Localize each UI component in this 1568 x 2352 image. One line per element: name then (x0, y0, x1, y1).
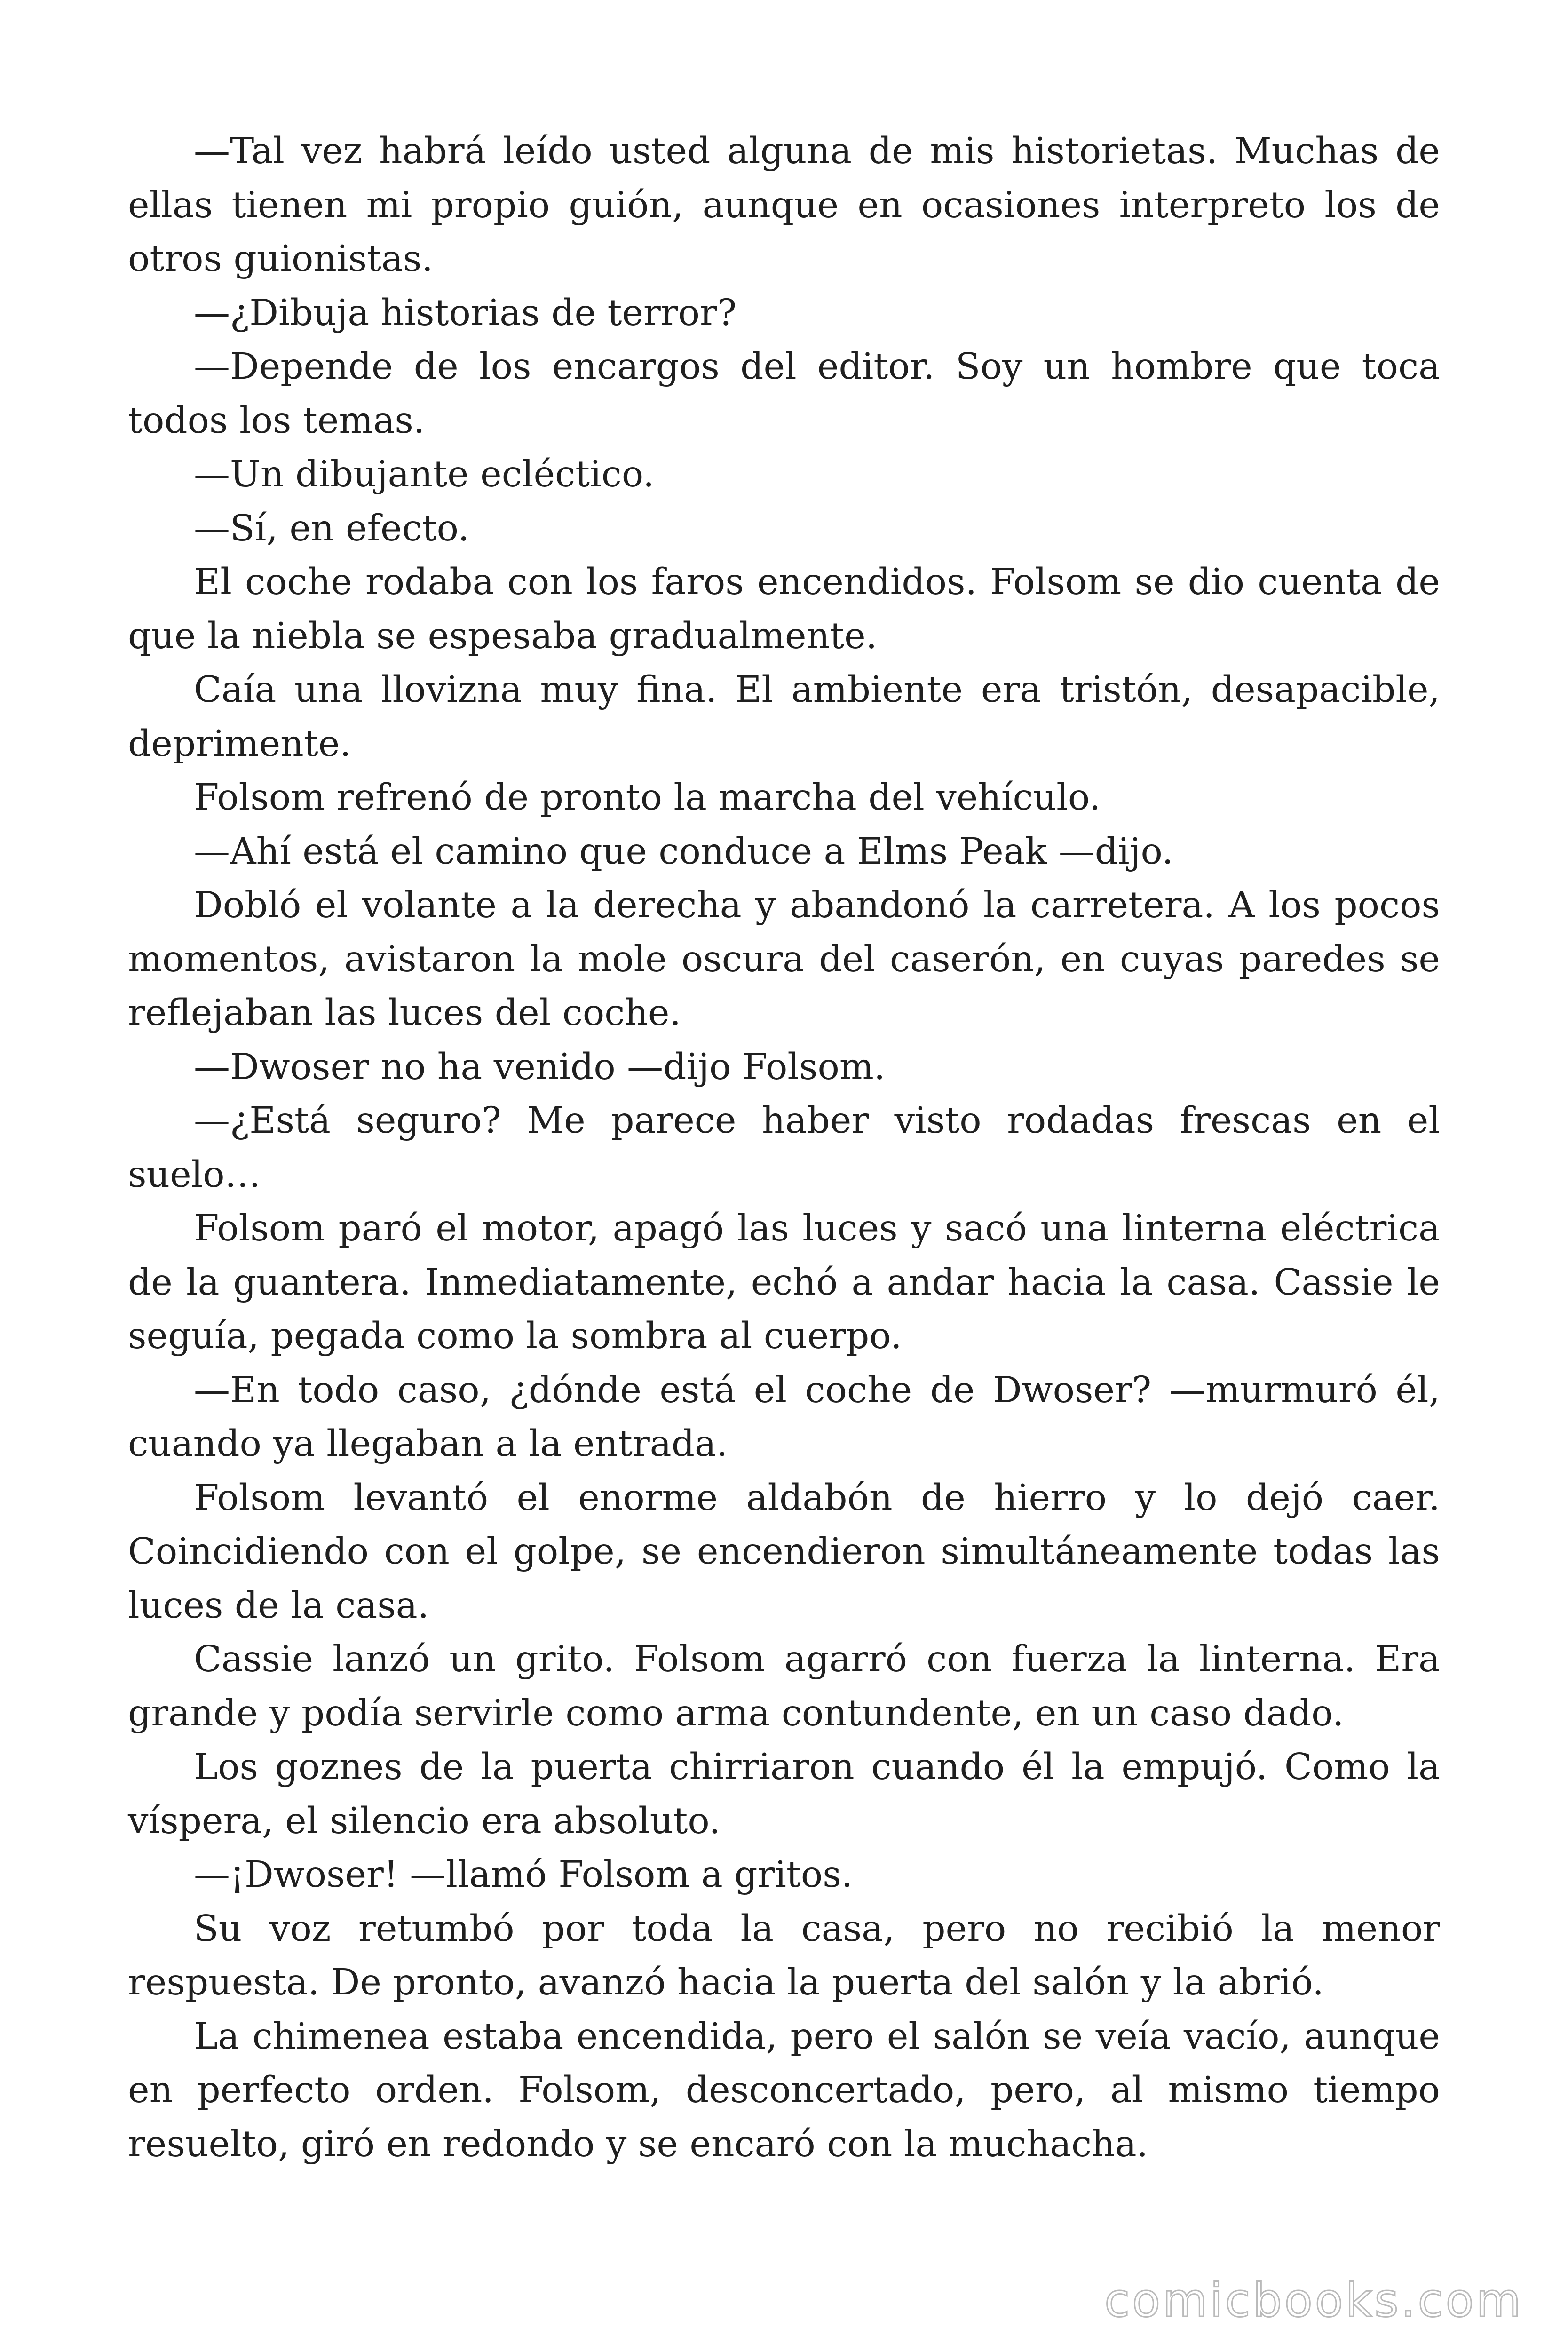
paragraph: —¡Dwoser! —llamó Folsom a gritos. (194, 1854, 853, 1896)
paragraph: —Tal vez habrá leído usted alguna de mis historietas. Muchas de ellas tienen mi propio guión, aunque en ocasiones interpreto los de otros guionistas. (128, 130, 1440, 280)
paragraph: —¿Dibuja historias de terror? (194, 292, 737, 334)
paragraph: Caía una llovizna muy fina. El ambiente era tristón, desapacible, deprimente. (128, 669, 1440, 765)
paragraph: —En todo caso, ¿dónde está el coche de Dwoser? —murmuró él, cuando ya llegaban a la entrada. (128, 1369, 1440, 1465)
paragraph: —Dwoser no ha venido —dijo Folsom. (194, 1046, 886, 1088)
paragraph: —Sí, en efecto. (194, 507, 470, 549)
paragraph: Dobló el volante a la derecha y abandonó la carretera. A los pocos momentos, avistaron la mole oscura del caserón, en cuyas paredes se reflejaban las luces del coche. (128, 884, 1440, 1034)
paragraph: El coche rodaba con los faros encendidos. Folsom se dio cuenta de que la niebla se espesaba gradualmente. (128, 561, 1440, 657)
paragraph: Cassie lanzó un grito. Folsom agarró con fuerza la linterna. Era grande y podía servirle como arma contundente, en un caso dado. (128, 1638, 1440, 1734)
paragraph: Los goznes de la puerta chirriaron cuando él la empujó. Como la víspera, el silencio era absoluto. (128, 1746, 1440, 1842)
page-text (128, 125, 1440, 2171)
paragraph: La chimenea estaba encendida, pero el salón se veía vacío, aunque en perfecto orden. Folsom, desconcertado, pero, al mismo tiempo resuelto, giró en redondo y se encaró con la muchacha. (128, 2015, 1440, 2165)
paragraph: Folsom levantó el enorme aldabón de hierro y lo dejó caer. Coincidiendo con el golpe, se encendieron simultáneamente todas las luces de la casa. (128, 1477, 1440, 1627)
paragraph: Su voz retumbó por toda la casa, pero no recibió la menor respuesta. De pronto, avanzó hacia la puerta del salón y la abrió. (128, 1907, 1440, 2003)
paragraph: —¿Está seguro? Me parece haber visto rodadas frescas en el suelo… (128, 1100, 1440, 1196)
paragraph: Folsom refrenó de pronto la marcha del vehículo. (194, 777, 1101, 818)
paragraph: —Ahí está el camino que conduce a Elms Peak —dijo. (194, 830, 1173, 873)
paragraph: —Un dibujante ecléctico. (194, 453, 655, 495)
watermark: comicbooks.com (1104, 2274, 1523, 2328)
paragraph: Folsom paró el motor, apagó las luces y sacó una linterna eléctrica de la guantera. Inmediatamente, echó a andar hacia la casa. Cassie le seguía, pegada como la sombra al cuerpo. (128, 1208, 1440, 1357)
paragraph: —Depende de los encargos del editor. Soy un hombre que toca todos los temas. (128, 346, 1440, 442)
